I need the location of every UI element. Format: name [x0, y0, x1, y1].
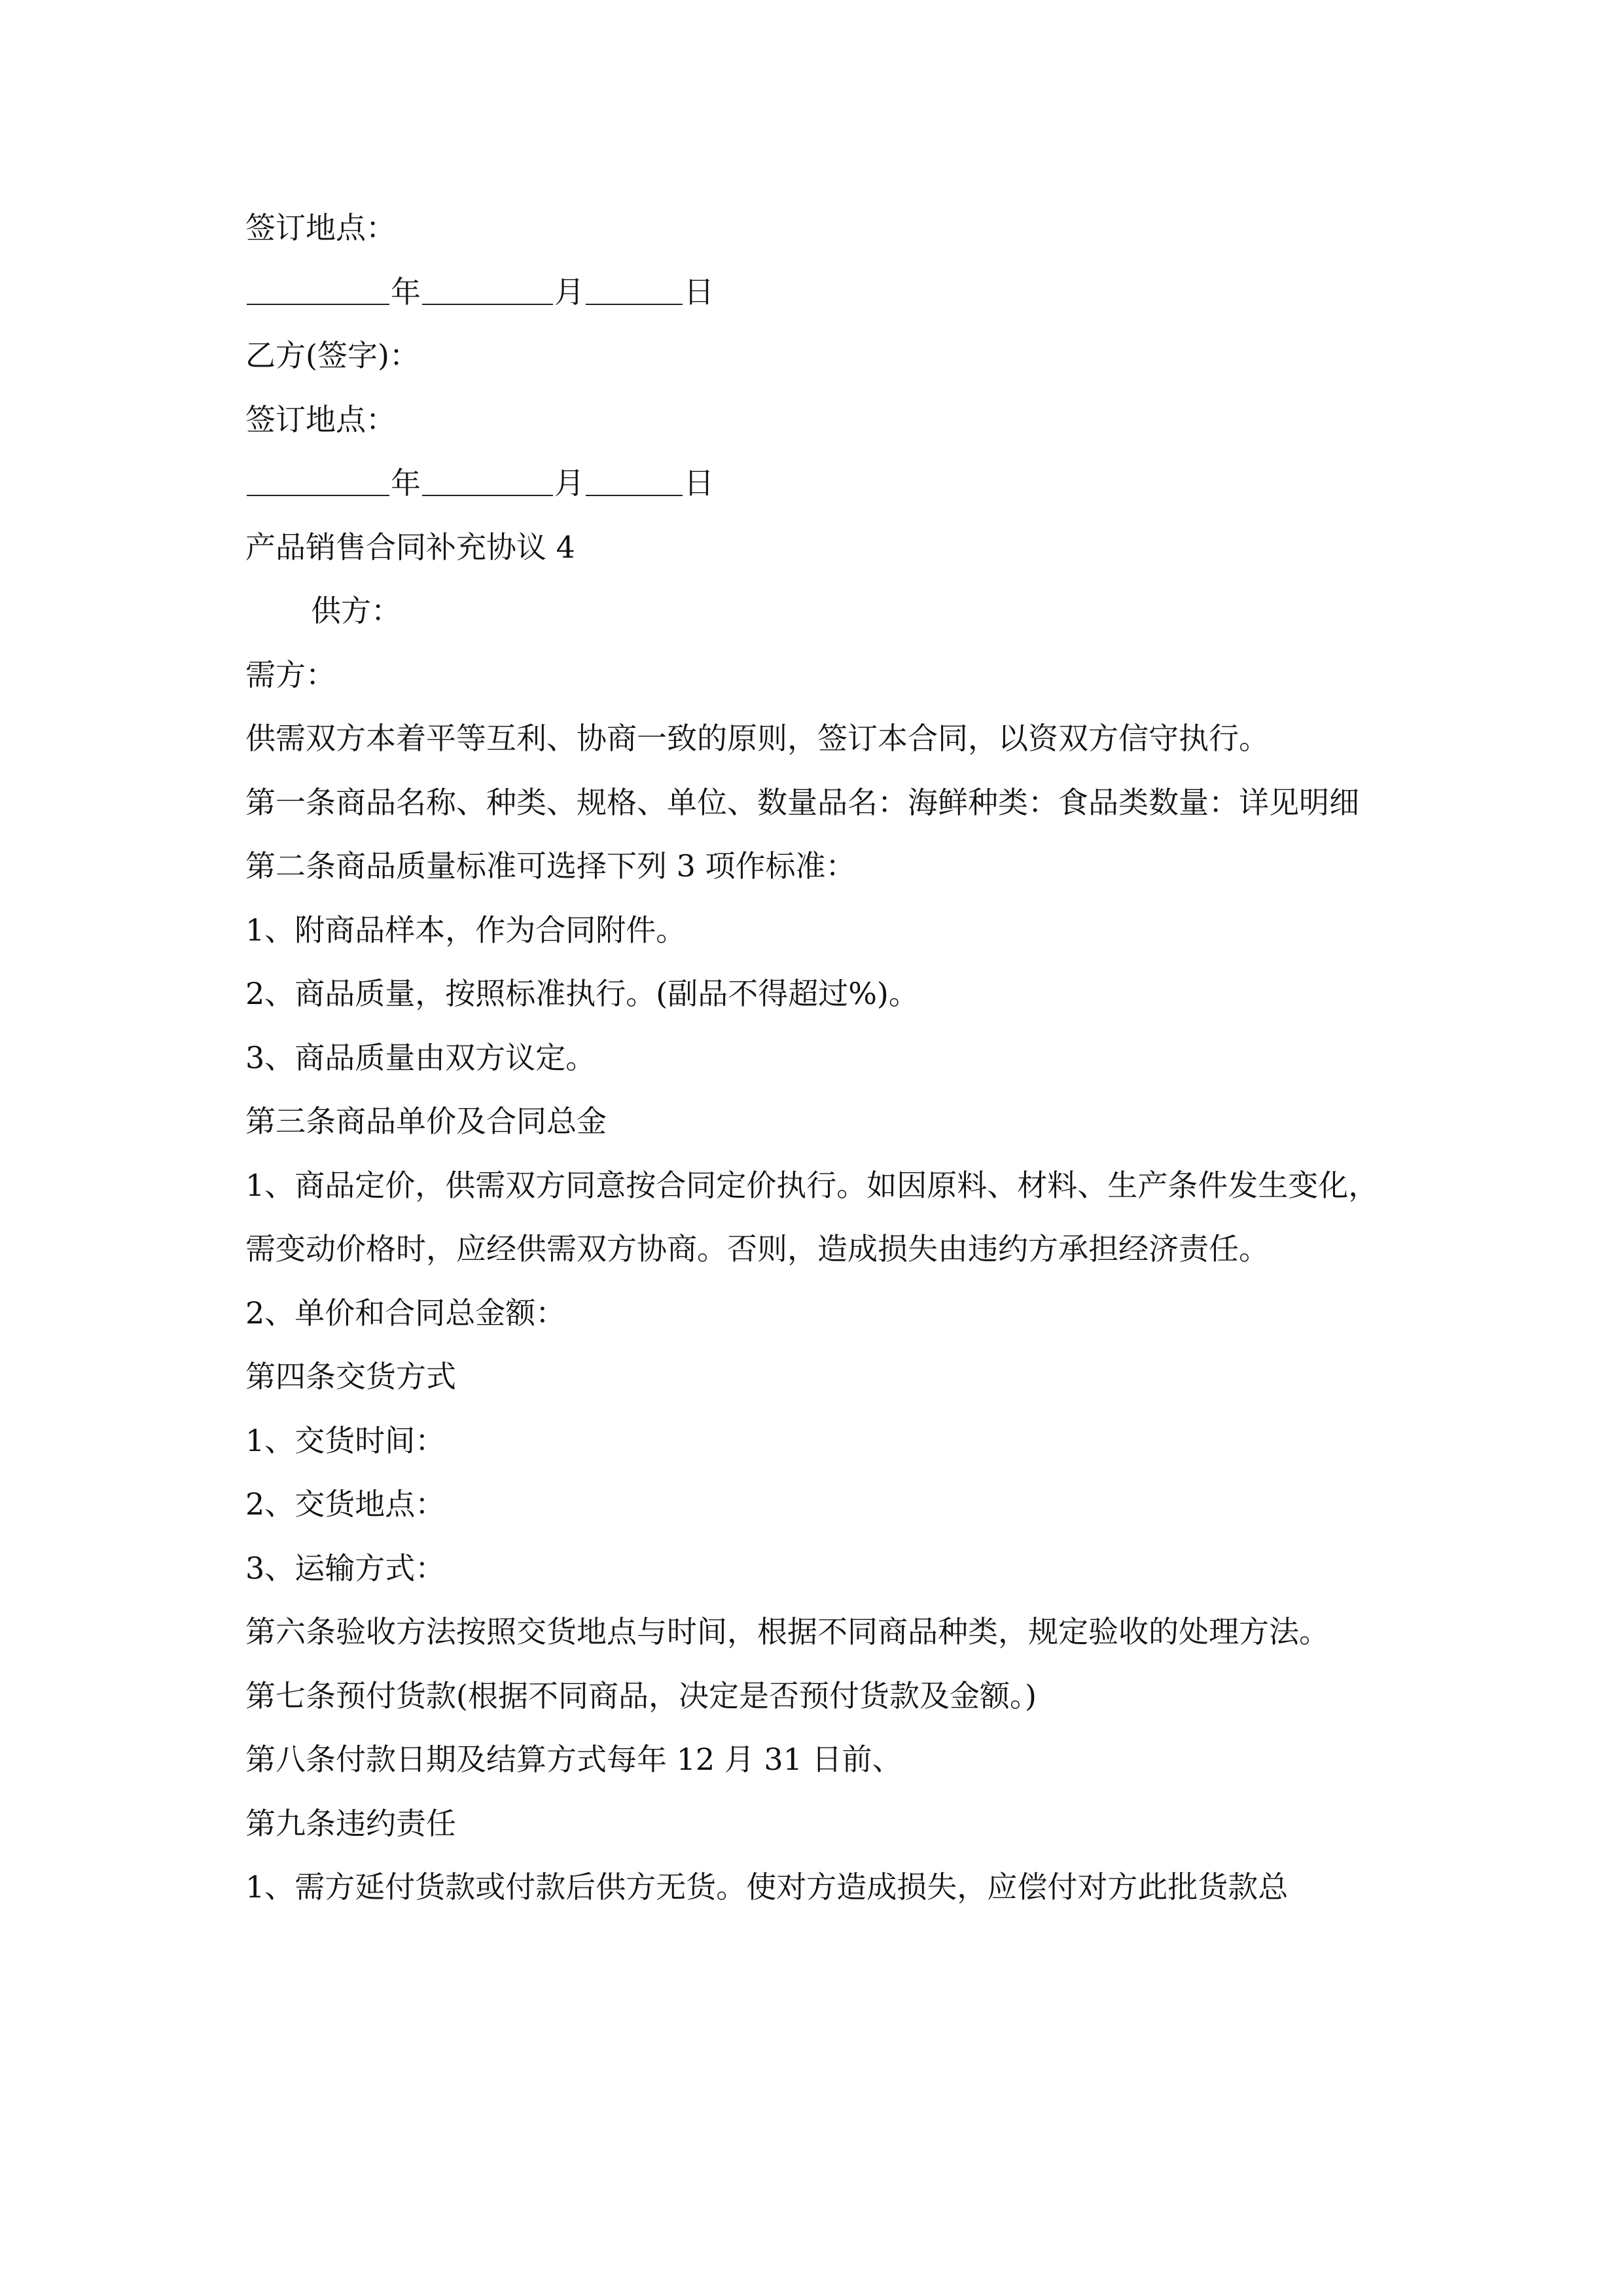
month-label: 月	[554, 274, 584, 310]
date-line-2	[245, 452, 1384, 516]
document-body	[245, 196, 1384, 1920]
article-1: 第一条商品名称、种类、规格、单位、数量品名：海鲜种类：食品类数量：详见明细	[245, 784, 1359, 820]
article-3: 第三条商品单价及合同总金	[245, 1103, 607, 1139]
signing-place-2: 签订地点：	[245, 401, 396, 437]
party-b-signature: 乙方(签字)：	[245, 338, 419, 373]
article-6: 第六条验收方法按照交货地点与时间，根据不同商品种类，规定验收的处理方法。	[245, 1614, 1329, 1649]
article-4-item-1: 1、交货时间：	[245, 1422, 446, 1458]
article-8: 第八条付款日期及结算方式每年 12 月 31 日前、	[245, 1742, 902, 1777]
article-4-item-3: 3、运输方式：	[245, 1550, 446, 1586]
month-blank	[422, 274, 553, 305]
day-label: 日	[684, 465, 714, 501]
date-line-1	[245, 260, 1384, 325]
month-label: 月	[554, 465, 584, 501]
year-blank	[247, 274, 389, 305]
article-4-item-2: 2、交货地点：	[245, 1486, 446, 1522]
article-9: 第九条违约责任	[245, 1805, 456, 1841]
article-7: 第七条预付货款(根据不同商品，决定是否预付货款及金额。)	[245, 1677, 1037, 1713]
year-blank	[247, 465, 389, 496]
article-3-item-2: 2、单价和合同总金额：	[245, 1295, 566, 1331]
year-label: 年	[391, 274, 421, 310]
buyer: 需方：	[245, 656, 336, 692]
signing-place-1: 签订地点：	[245, 210, 396, 245]
day-blank	[586, 465, 683, 496]
article-2-item-3: 3、商品质量由双方议定。	[245, 1039, 596, 1075]
article-2-item-1: 1、附商品样本，作为合同附件。	[245, 912, 687, 948]
article-2: 第二条商品质量标准可选择下列 3 项作标准：	[245, 848, 856, 884]
preamble: 供需双方本着平等互利、协商一致的原则，签订本合同，以资双方信守执行。	[245, 721, 1269, 756]
article-3-item-1: 1、商品定价，供需双方同意按合同定价执行。如因原料、材料、生产条件发生变化，需变动价格时，应经供需双方协商。否则，造成损失由违约方承担经济责任。	[245, 1167, 1379, 1266]
supplier: 供方：	[311, 593, 401, 628]
year-label: 年	[391, 465, 421, 501]
article-4: 第四条交货方式	[245, 1359, 456, 1394]
article-9-item-1: 1、需方延付货款或付款后供方无货。使对方造成损失，应偿付对方此批货款总	[245, 1869, 1289, 1905]
day-label: 日	[684, 274, 714, 310]
day-blank	[586, 274, 683, 305]
section-title: 产品销售合同补充协议 4	[245, 529, 575, 565]
article-2-item-2: 2、商品质量，按照标准执行。(副品不得超过%)。	[245, 976, 919, 1011]
month-blank	[422, 465, 553, 496]
